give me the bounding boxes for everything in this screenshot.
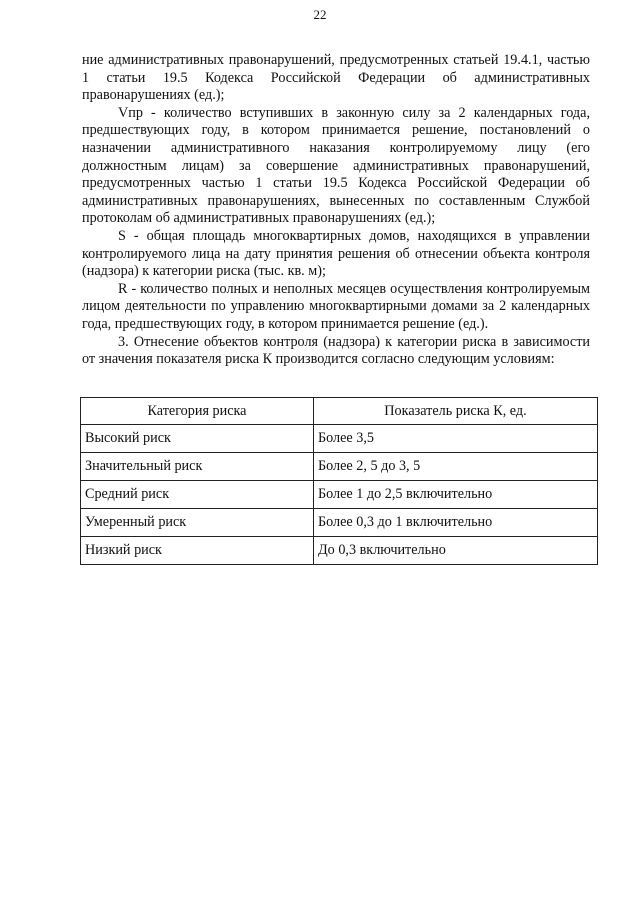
risk-category-table [80, 397, 598, 565]
header-risk-indicator: Показатель риска К, ед. [314, 398, 598, 425]
paragraph-vpr-definition: Vпр - количество вступивших в законную силу за 2 календарных года, предшествующих году, в котором принимается решение, постановлений о назначении административного наказания контролируемому лицу (его должностным лицам) за совершение административных правонарушений, предусмотренных частью 1 статьи 19.5 Кодекса Российской Федерации об административных правонарушениях, вынесенных по составленным Службой протоколам об административных правонарушениях (ед.); [82, 104, 590, 227]
risk-indicator-cell: Более 2, 5 до 3, 5 [314, 453, 598, 481]
risk-category-cell: Средний риск [81, 481, 314, 509]
table-row [81, 537, 598, 565]
table-header-row [81, 398, 598, 425]
risk-indicator-cell: Более 1 до 2,5 включительно [314, 481, 598, 509]
paragraph-risk-conditions: 3. Отнесение объектов контроля (надзора) к категории риска в зависимости от значения показателя риска К производится согласно следующим условиям: [82, 333, 590, 368]
paragraph-continuation: ние административных правонарушений, предусмотренных статьей 19.4.1, частью 1 статьи 19.5 Кодекса Российской Федерации об административных правонарушениях (ед.); [82, 52, 590, 104]
risk-category-cell: Умеренный риск [81, 509, 314, 537]
risk-category-cell: Высокий риск [81, 425, 314, 453]
table-row [81, 453, 598, 481]
risk-indicator-cell: Более 0,3 до 1 включительно [314, 509, 598, 537]
table-row [81, 509, 598, 537]
paragraph-r-definition: R - количество полных и неполных месяцев осуществления контролируемым лицом деятельности по управлению многоквартирными домами за 2 календарных года, предшествующих году, в котором принимается решение (ед.). [82, 280, 590, 332]
paragraph-s-definition: S - общая площадь многоквартирных домов, находящихся в управлении контролируемого лица на дату принятия решения об отнесении объекта контроля (надзора) к категории риска (тыс. кв. м); [82, 227, 590, 280]
table-row [81, 425, 598, 453]
table-row [81, 481, 598, 509]
page-number: 22 [313, 7, 327, 22]
risk-indicator-cell: До 0,3 включительно [314, 537, 598, 565]
risk-category-cell: Значительный риск [81, 453, 314, 481]
header-risk-category: Категория риска [81, 398, 314, 425]
body-text [82, 52, 590, 369]
risk-category-cell: Низкий риск [81, 537, 314, 565]
risk-indicator-cell: Более 3,5 [314, 425, 598, 453]
